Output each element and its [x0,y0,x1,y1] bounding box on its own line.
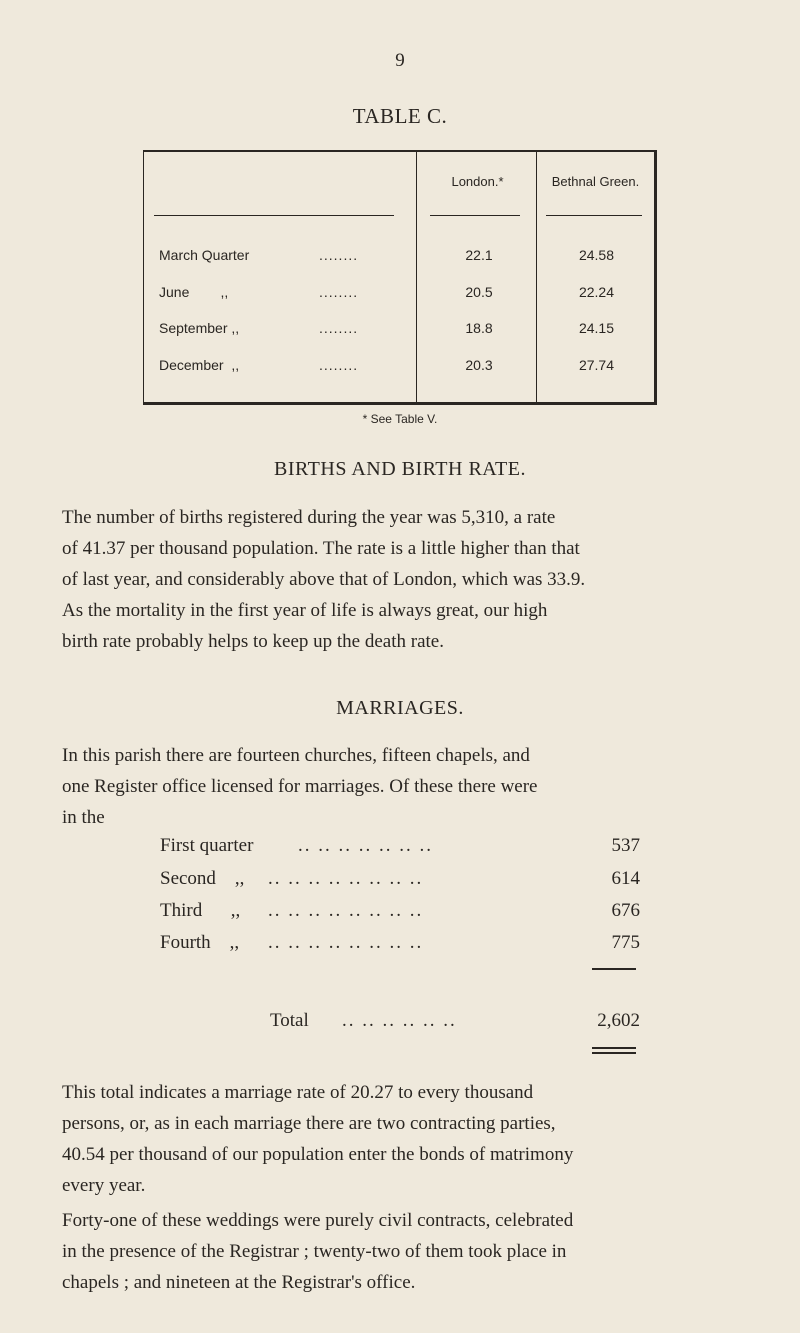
quarter-row [160,868,640,896]
text-line: persons, or, as in each marriage there are two contracting parties, [62,1113,556,1134]
table-row [144,320,654,348]
header-rule [546,215,642,216]
table-row [144,357,654,385]
bethnal-value: 24.58 [578,247,615,263]
bethnal-value: 22.24 [578,284,615,300]
total-row [270,1010,640,1038]
text-line: one Register office licensed for marriages. Of these there were [62,776,538,797]
text-line: in the presence of the Registrar ; twenty-two of them took place in [62,1241,567,1262]
births-paragraph [62,502,757,657]
london-value: 20.3 [465,357,493,373]
table-title: TABLE C. [352,104,448,128]
quarter-row [160,835,640,863]
text-line: In this parish there are fourteen churches, fifteen chapels, and [62,745,530,766]
quarter-label: Third ,, [160,900,241,921]
table-footnote: * See Table V. [362,412,438,426]
header-rule [430,215,520,216]
quarter-row [160,900,640,928]
text-line: 40.54 per thousand of our population enter the bonds of matrimony [62,1144,574,1165]
leader-dots: .. .. .. .. .. .. [342,1010,457,1031]
quarter-value: 775 [611,932,640,953]
text-line: Forty-one of these weddings were purely civil contracts, celebrated [62,1210,574,1231]
row-label: September ,, [159,320,240,336]
double-rule [592,1052,636,1054]
text-line: of 41.37 per thousand population. The rate is a little higher than that [62,538,580,559]
total-label: Total [270,1010,309,1031]
table-row [144,284,654,312]
quarter-value: 537 [611,835,640,856]
marriages-intro [62,740,757,833]
sum-rule [592,968,636,970]
births-heading: BIRTHS AND BIRTH RATE. [274,458,526,480]
bethnal-value: 24.15 [578,320,615,336]
quarter-label: Fourth ,, [160,932,240,953]
text-line: birth rate probably helps to keep up the death rate. [62,631,444,652]
table-row [144,247,654,275]
leader-dots: ........ [319,320,359,336]
total-value: 2,602 [597,1010,640,1031]
civil-weddings-paragraph [62,1205,757,1298]
leader-dots: ........ [319,247,359,263]
header-bethnal-green: Bethnal Green. [551,174,640,189]
rate-table [143,150,657,405]
marriages-heading: MARRIAGES. [336,697,464,719]
quarter-row [160,932,640,960]
header-rule [154,215,394,216]
marriage-rate-paragraph [62,1077,757,1201]
quarter-value: 676 [611,900,640,921]
row-label: June ,, [159,284,229,300]
leader-dots: ........ [319,357,359,373]
text-line: of last year, and considerably above that of London, which was 33.9. [62,569,586,590]
text-line: in the [62,807,105,828]
bethnal-value: 27.74 [578,357,615,373]
leader-dots: ........ [319,284,359,300]
quarter-label: First quarter [160,835,254,856]
leader-dots: .. .. .. .. .. .. .. .. [268,868,424,889]
leader-dots: .. .. .. .. .. .. .. [298,835,433,856]
text-line: As the mortality in the first year of life is always great, our high [62,600,548,621]
london-value: 22.1 [465,247,493,263]
row-label: December ,, [159,357,240,373]
row-label: March Quarter [159,247,250,263]
header-london: London.* [451,174,504,189]
london-value: 18.8 [465,320,493,336]
double-rule [592,1047,636,1049]
leader-dots: .. .. .. .. .. .. .. .. [268,900,424,921]
text-line: The number of births registered during the year was 5,310, a rate [62,507,556,528]
page-number: 9 [395,50,405,71]
text-line: chapels ; and nineteen at the Registrar's office. [62,1272,416,1293]
quarter-value: 614 [611,868,640,889]
leader-dots: .. .. .. .. .. .. .. .. [268,932,424,953]
quarter-label: Second ,, [160,868,245,889]
london-value: 20.5 [465,284,493,300]
text-line: This total indicates a marriage rate of 20.27 to every thousand [62,1082,534,1103]
text-line: every year. [62,1175,146,1196]
